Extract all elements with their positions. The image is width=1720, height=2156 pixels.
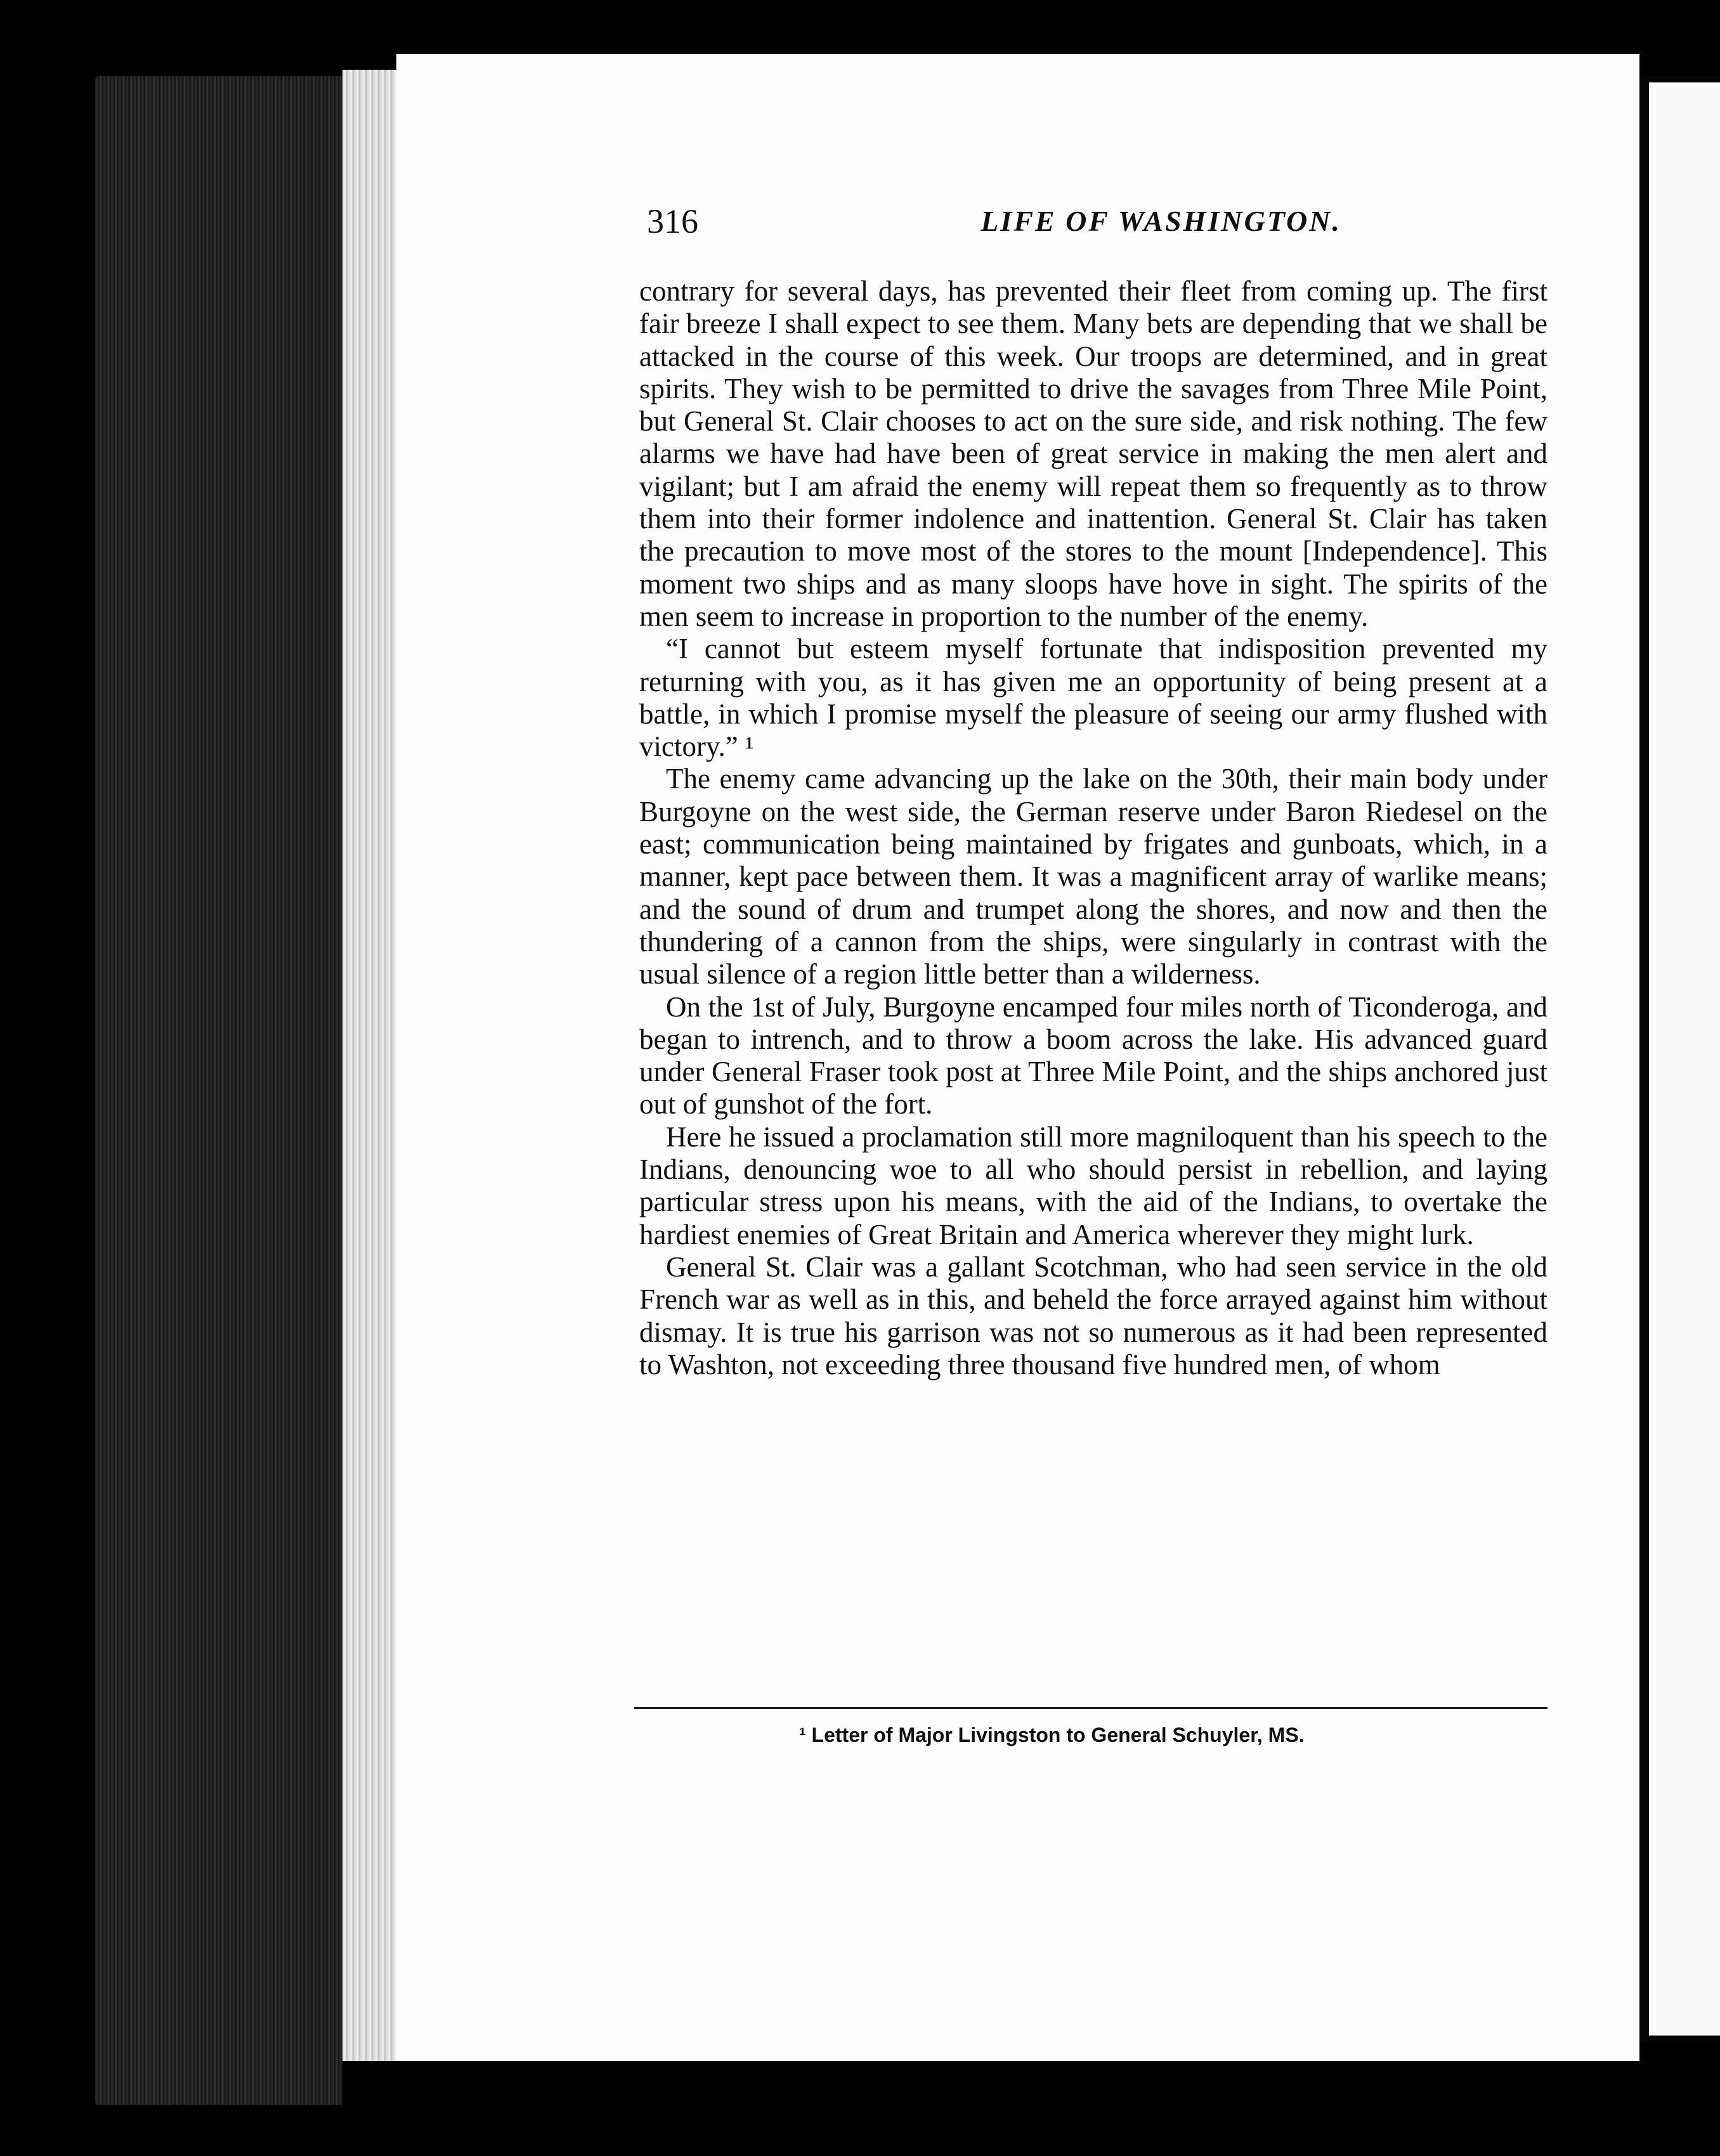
page-number: 316: [647, 202, 698, 240]
page-header: [647, 202, 1341, 246]
paragraph: General St. Clair was a gallant Scotchman, who had seen service in the old French war as well as in this, and beheld the force arrayed against him without dismay. It is true his garrison was not so numerous as it had been represented to Washton, not exceeding three thousand five hundred men, of whom: [639, 1250, 1547, 1380]
paragraph: Here he issued a proclamation still more magniloquent than his speech to the Indians, denouncing woe to all who should persist in rebellion, and laying particular stress upon his means, with the aid of the Indians, to overtake the hardiest enemies of Great Britain and America wherever they might lurk.: [639, 1120, 1547, 1250]
footnote: ¹ Letter of Major Livingston to General Schuyler, MS.: [799, 1724, 1305, 1746]
paragraph: “I cannot but esteem myself fortunate that indisposition prevented my returning with you, as it has given me an opportunity of being present at a battle, in which I promise myself the pleasure of seeing our army flushed with victory.” ¹: [639, 633, 1547, 763]
facing-page-edge: [1649, 82, 1720, 2036]
paragraph: contrary for several days, has prevented their fleet from coming up. The first fair breeze I shall expect to see them. Many bets are depending that we shall be attacked in the course of this week. Our troops are determined, and in great spirits. They wish to be permitted to drive the savages from Three Mile Point, but General St. Clair chooses to act on the sure side, and risk nothing. The few alarms we have had have been of great service in making the men alert and vigilant; but I am afraid the enemy will repeat them so frequently as to throw them into their former indolence and inattention. General St. Clair has taken the precaution to move most of the stores to the mount [Independence]. This moment two ships and as many sloops have hove in sight. The spirits of the men seem to increase in proportion to the number of the enemy.: [639, 275, 1547, 632]
page-stack-edge: [342, 70, 400, 2061]
body-text: [639, 275, 1547, 1381]
footnote-rule: [634, 1707, 1547, 1709]
paragraph: On the 1st of July, Burgoyne encamped four miles north of Ticonderoga, and began to intrench, and to throw a boom across the lake. His advanced guard under General Fraser took post at Three Mile Point, and the ships anchored just out of gunshot of the fort.: [639, 990, 1547, 1120]
running-title: LIFE OF WASHINGTON.: [981, 205, 1341, 237]
book-spine-edge: [95, 76, 342, 2105]
paragraph: The enemy came advancing up the lake on the 30th, their main body under Burgoyne on the west side, the German reserve under Baron Riedesel on the east; communication being maintained by frigates and gunboats, which, in a manner, kept pace between them. It was a magnificent array of warlike means; and the sound of drum and trumpet along the shores, and now and then the thundering of a cannon from the ships, were singularly in contrast with the usual silence of a region little better than a wilderness.: [639, 763, 1547, 990]
